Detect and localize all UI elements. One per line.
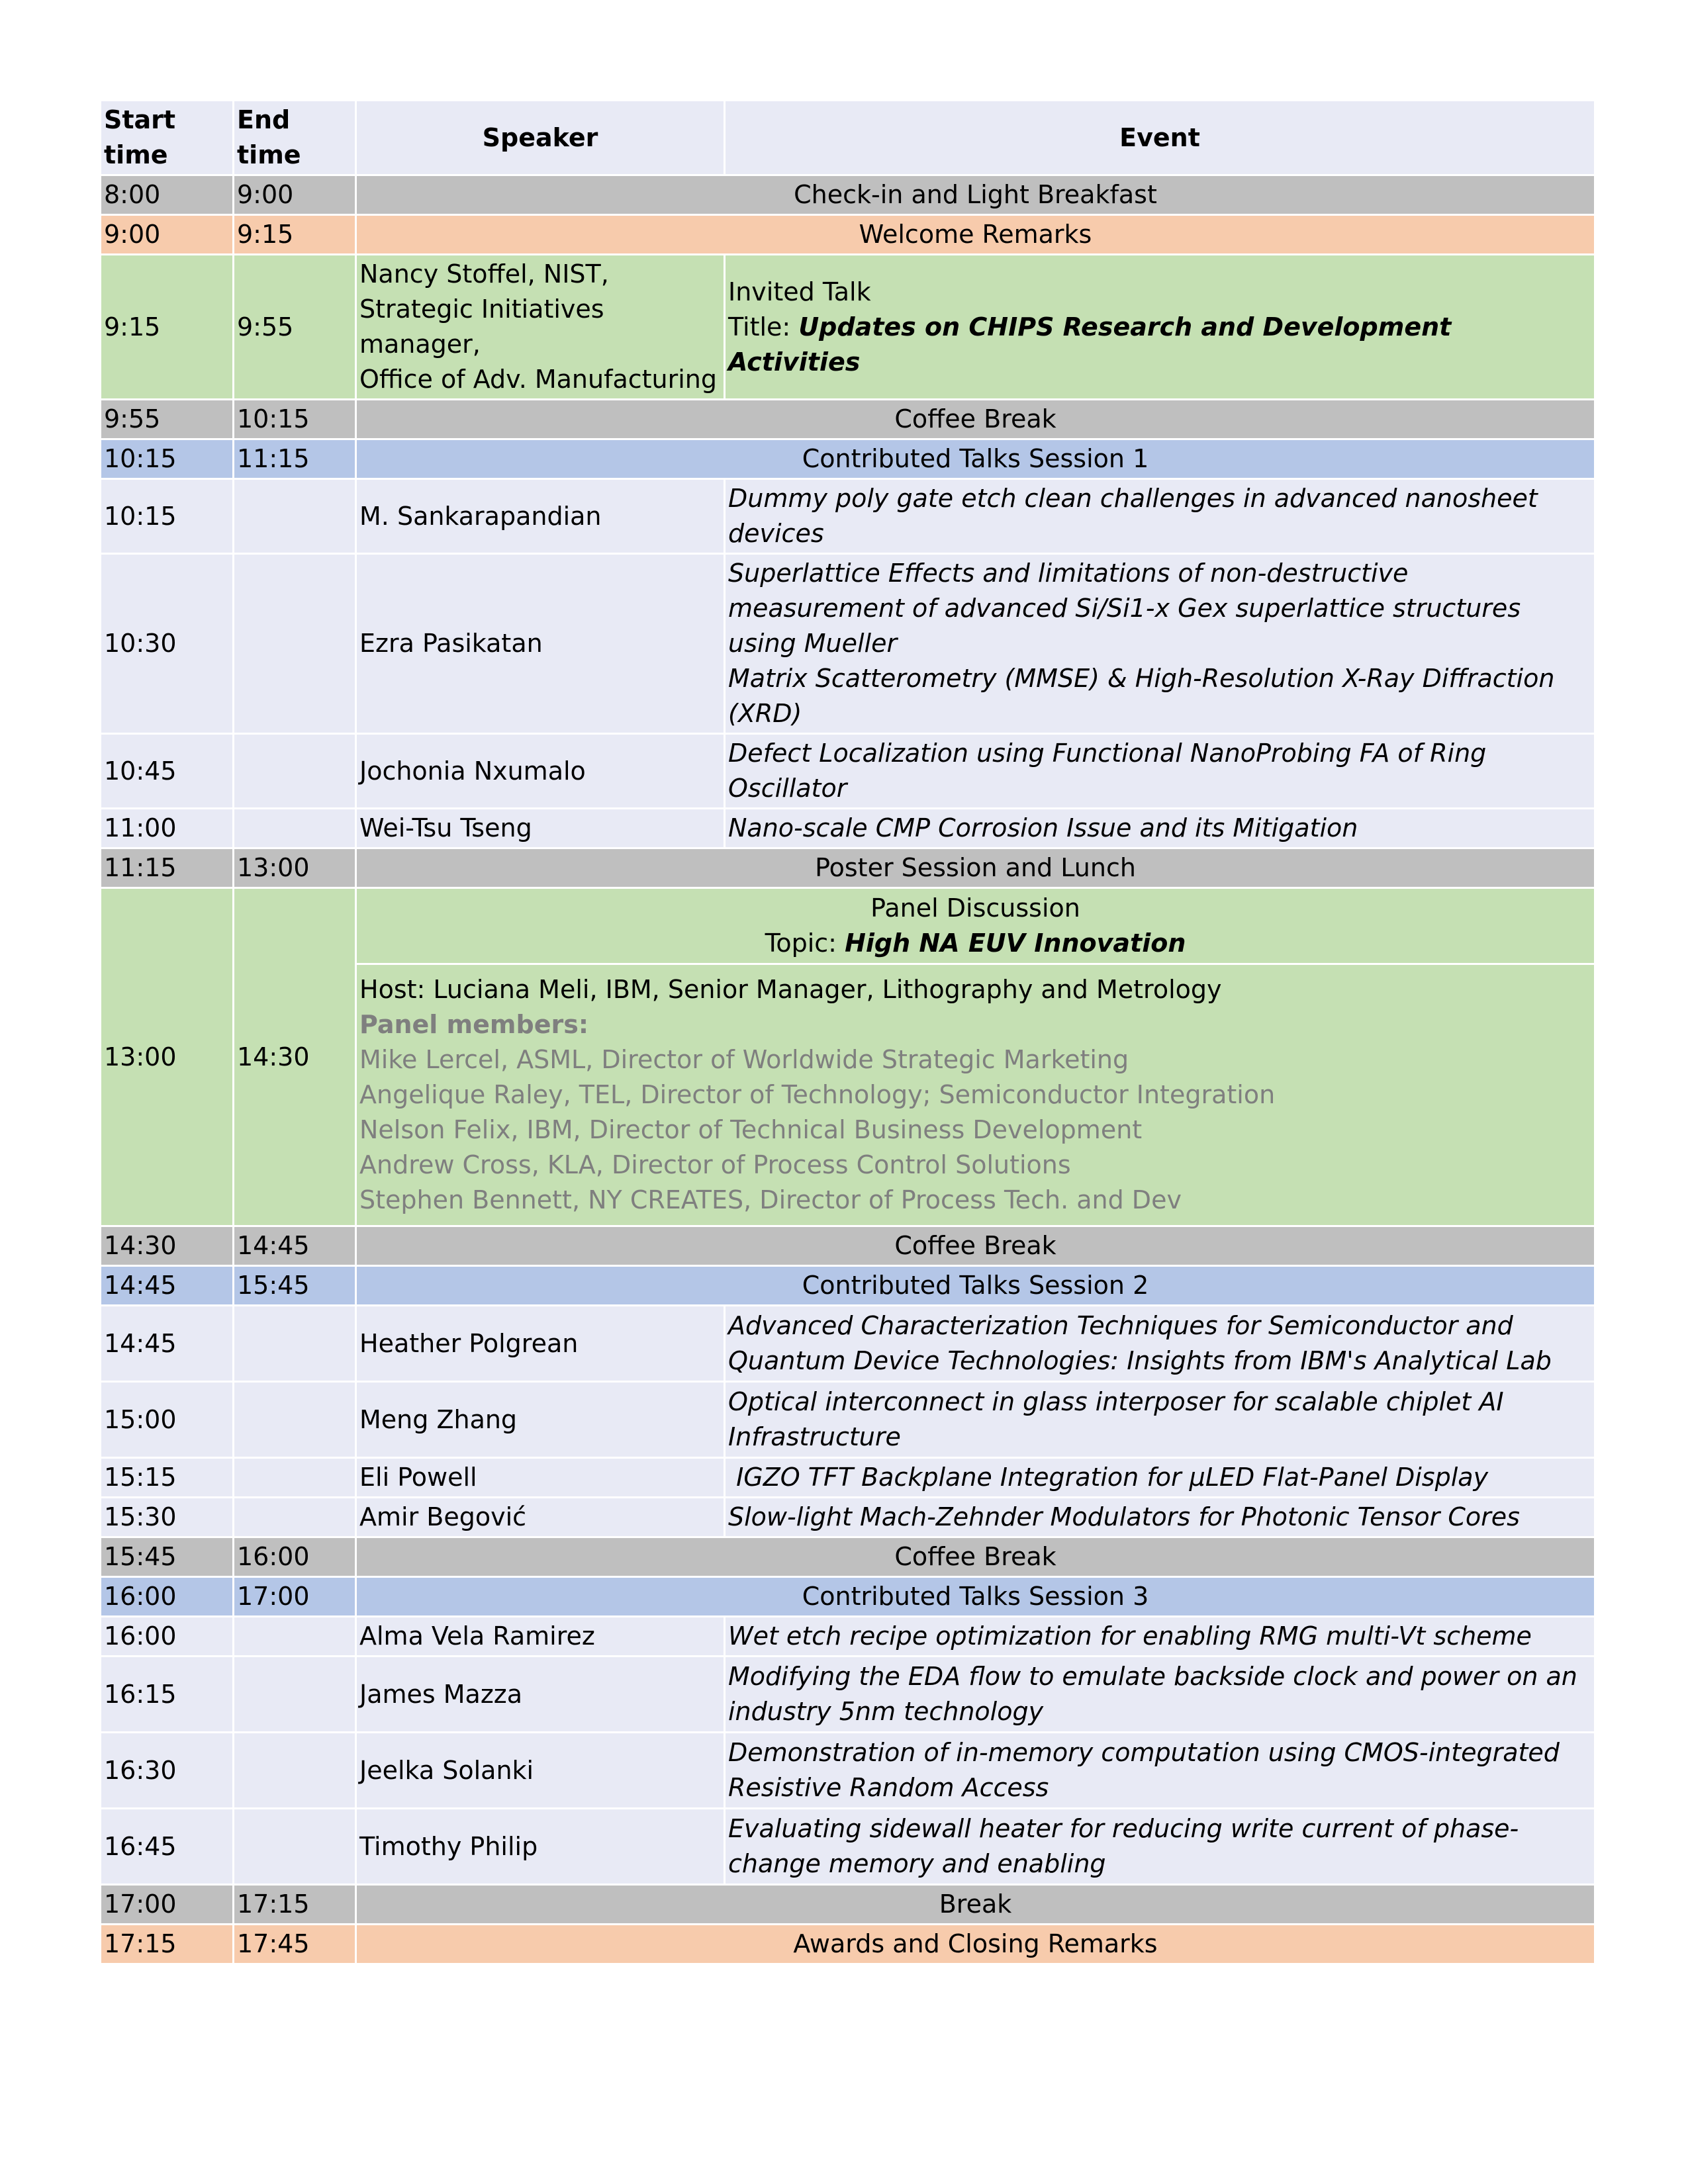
talk-time: 11:00 [101, 809, 234, 848]
empty-cell [234, 1809, 356, 1885]
empty-cell [234, 1458, 356, 1498]
talk-title: Superlattice Effects and limitations of non-destructive measurement of advanced Si/Si1-x Gex superlattice structures using Mueller Matrix Scatterometry (MMSE) & High-Resolution X-Ray Diffraction (XRD) [725, 554, 1595, 734]
end-time: 17:15 [234, 1885, 356, 1925]
empty-cell [234, 554, 356, 734]
talk-title: Wet etch recipe optimization for enabling RMG multi-Vt scheme [725, 1617, 1595, 1657]
panel-member: Andrew Cross, KLA, Director of Process Control Solutions [359, 1150, 1071, 1179]
end-time: 13:00 [234, 848, 356, 888]
start-time: 16:00 [101, 1577, 234, 1617]
panel-members-list [359, 1042, 1591, 1218]
talk-title: Modifying the EDA flow to emulate backside clock and power on an industry 5nm technology [725, 1657, 1595, 1733]
end-time: 11:15 [234, 439, 356, 479]
talk-speaker: Meng Zhang [356, 1382, 725, 1458]
talk-title: Defect Localization using Functional NanoProbing FA of Ring Oscillator [725, 734, 1595, 809]
end-time: 17:00 [234, 1577, 356, 1617]
end-time: 10:15 [234, 400, 356, 439]
talk-row [101, 1498, 1595, 1537]
talk-speaker: Alma Vela Ramirez [356, 1617, 725, 1657]
row-session-2 [101, 1266, 1595, 1306]
talk-time: 15:00 [101, 1382, 234, 1458]
talk-title: Nano-scale CMP Corrosion Issue and its Mitigation [725, 809, 1595, 848]
talk-title-line [728, 310, 1591, 380]
talk-title: Updates on CHIPS Research and Development Activities [728, 312, 1452, 377]
talk-speaker: Heather Polgrean [356, 1306, 725, 1382]
end-time: 9:00 [234, 175, 356, 215]
row-session-1 [101, 439, 1595, 479]
panel-members-label: Panel members: [359, 1010, 589, 1039]
panel-member: Angelique Raley, TEL, Director of Technology; Semiconductor Integration [359, 1080, 1276, 1109]
row-break [101, 1885, 1595, 1925]
talk-row [101, 1382, 1595, 1458]
event-title: Coffee Break [356, 400, 1595, 439]
event-title: Coffee Break [356, 1537, 1595, 1577]
panel-label: Panel Discussion [870, 893, 1080, 923]
panel-details [356, 964, 1595, 1226]
event-title: Welcome Remarks [356, 215, 1595, 255]
talk-row [101, 479, 1595, 554]
header-end-time: End time [234, 101, 356, 175]
start-time: 14:30 [101, 1226, 234, 1266]
empty-cell [234, 1657, 356, 1733]
empty-cell [234, 734, 356, 809]
topic-prefix: Topic: [765, 929, 845, 958]
schedule-table [99, 99, 1596, 1965]
talk-row [101, 1657, 1595, 1733]
panel-topic: High NA EUV Innovation [845, 929, 1186, 958]
start-time: 9:55 [101, 400, 234, 439]
talk-speaker: M. Sankarapandian [356, 479, 725, 554]
panel-heading [356, 888, 1595, 964]
row-closing [101, 1925, 1595, 1964]
talk-time: 16:45 [101, 1809, 234, 1885]
end-time: 15:45 [234, 1266, 356, 1306]
talk-title: Dummy poly gate etch clean challenges in advanced nanosheet devices [725, 479, 1595, 554]
panel-member: Mike Lercel, ASML, Director of Worldwide Strategic Marketing [359, 1045, 1129, 1074]
panel-member: Nelson Felix, IBM, Director of Technical Business Development [359, 1115, 1143, 1144]
speaker-cell: Nancy Stoffel, NIST, Strategic Initiatives manager, Office of Adv. Manufacturing [356, 255, 725, 400]
talk-title: Demonstration of in-memory computation using CMOS-integrated Resistive Random Access [725, 1733, 1595, 1809]
talk-title: Evaluating sidewall heater for reducing write current of phase-change memory and enabling [725, 1809, 1595, 1885]
start-time: 17:00 [101, 1885, 234, 1925]
row-invited-talk [101, 255, 1595, 400]
talk-time: 15:15 [101, 1458, 234, 1498]
talk-speaker: Ezra Pasikatan [356, 554, 725, 734]
talk-time: 16:00 [101, 1617, 234, 1657]
talk-speaker: Amir Begović [356, 1498, 725, 1537]
talk-row [101, 1617, 1595, 1657]
talk-title: Advanced Characterization Techniques for Semiconductor and Quantum Device Technologies: Insights from IBM's Analytical Lab [725, 1306, 1595, 1382]
start-time: 9:00 [101, 215, 234, 255]
end-time: 17:45 [234, 1925, 356, 1964]
talk-title: Optical interconnect in glass interposer for scalable chiplet AI Infrastructure [725, 1382, 1595, 1458]
event-title: Awards and Closing Remarks [356, 1925, 1595, 1964]
talk-speaker: James Mazza [356, 1657, 725, 1733]
talk-speaker: Jeelka Solanki [356, 1733, 725, 1809]
talk-row [101, 734, 1595, 809]
start-time: 17:15 [101, 1925, 234, 1964]
empty-cell [234, 1498, 356, 1537]
event-title: Break [356, 1885, 1595, 1925]
event-title: Check-in and Light Breakfast [356, 175, 1595, 215]
row-poster-lunch [101, 848, 1595, 888]
talk-row [101, 1809, 1595, 1885]
end-time: 14:45 [234, 1226, 356, 1266]
event-title: Poster Session and Lunch [356, 848, 1595, 888]
panel-member: Stephen Bennett, NY CREATES, Director of Process Tech. and Dev [359, 1185, 1182, 1214]
empty-cell [234, 1306, 356, 1382]
talk-time: 10:45 [101, 734, 234, 809]
start-time: 9:15 [101, 255, 234, 400]
row-welcome [101, 215, 1595, 255]
talk-row [101, 809, 1595, 848]
header-row [101, 101, 1595, 175]
talk-row [101, 554, 1595, 734]
end-time: 14:30 [234, 888, 356, 1226]
empty-cell [234, 479, 356, 554]
talk-speaker: Jochonia Nxumalo [356, 734, 725, 809]
talk-time: 15:30 [101, 1498, 234, 1537]
panel-host: Host: Luciana Meli, IBM, Senior Manager, Lithography and Metrology [359, 975, 1222, 1004]
session-title: Contributed Talks Session 1 [356, 439, 1595, 479]
event-cell [725, 255, 1595, 400]
talk-speaker: Timothy Philip [356, 1809, 725, 1885]
start-time: 10:15 [101, 439, 234, 479]
talk-speaker: Eli Powell [356, 1458, 725, 1498]
start-time: 11:15 [101, 848, 234, 888]
header-speaker: Speaker [356, 101, 725, 175]
talk-row [101, 1306, 1595, 1382]
talk-time: 16:15 [101, 1657, 234, 1733]
header-start-time: Start time [101, 101, 234, 175]
talk-row [101, 1458, 1595, 1498]
talk-time: 10:30 [101, 554, 234, 734]
row-panel-discussion [101, 888, 1595, 964]
start-time: 14:45 [101, 1266, 234, 1306]
row-coffee-break [101, 1537, 1595, 1577]
talk-title: Slow-light Mach-Zehnder Modulators for Photonic Tensor Cores [725, 1498, 1595, 1537]
talk-title: IGZO TFT Backplane Integration for µLED Flat-Panel Display [725, 1458, 1595, 1498]
empty-cell [234, 1617, 356, 1657]
event-title: Coffee Break [356, 1226, 1595, 1266]
end-time: 9:55 [234, 255, 356, 400]
row-coffee-break [101, 1226, 1595, 1266]
panel-topic-line [359, 926, 1591, 961]
start-time: 15:45 [101, 1537, 234, 1577]
end-time: 16:00 [234, 1537, 356, 1577]
empty-cell [234, 809, 356, 848]
end-time: 9:15 [234, 215, 356, 255]
title-prefix: Title: [728, 312, 799, 341]
talk-time: 14:45 [101, 1306, 234, 1382]
row-checkin [101, 175, 1595, 215]
talk-time: 16:30 [101, 1733, 234, 1809]
session-title: Contributed Talks Session 2 [356, 1266, 1595, 1306]
empty-cell [234, 1733, 356, 1809]
empty-cell [234, 1382, 356, 1458]
talk-row [101, 1733, 1595, 1809]
talk-speaker: Wei-Tsu Tseng [356, 809, 725, 848]
row-session-3 [101, 1577, 1595, 1617]
start-time: 8:00 [101, 175, 234, 215]
header-event: Event [725, 101, 1595, 175]
row-coffee-break [101, 400, 1595, 439]
event-type: Invited Talk [728, 277, 871, 306]
start-time: 13:00 [101, 888, 234, 1226]
session-title: Contributed Talks Session 3 [356, 1577, 1595, 1617]
talk-time: 10:15 [101, 479, 234, 554]
